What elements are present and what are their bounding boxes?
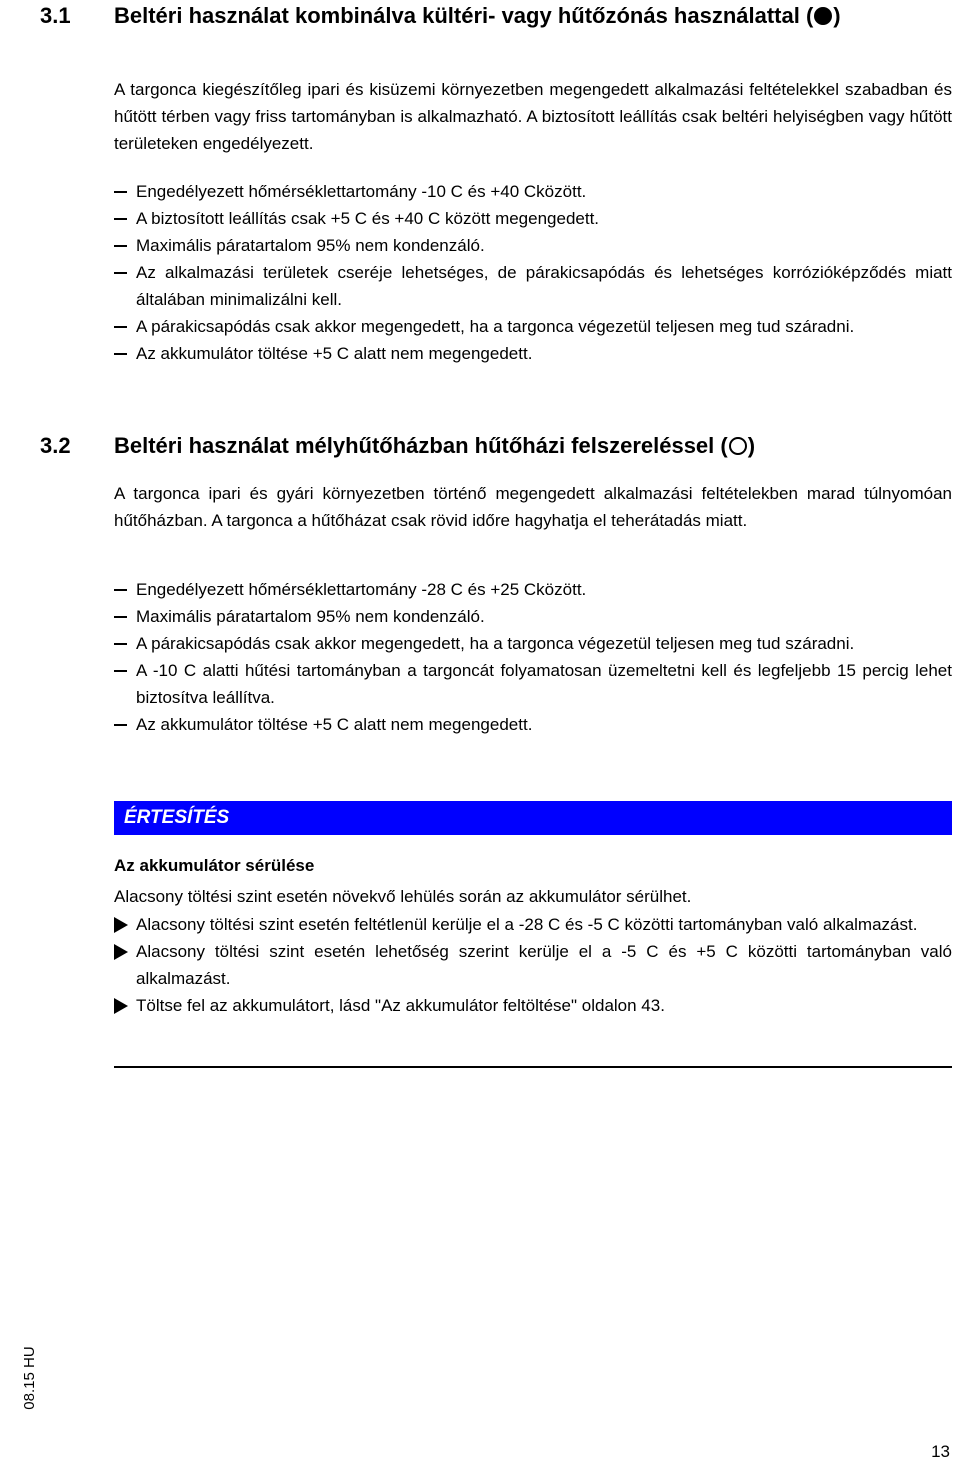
arrow-bullet-icon (114, 944, 128, 960)
list-item-text: Az akkumulátor töltése +5 C alatt nem megengedett. (136, 715, 533, 734)
dash-bullet-icon (114, 218, 127, 220)
list-item (114, 911, 952, 938)
list-item (114, 657, 952, 711)
notice-label: ÉRTESÍTÉS (124, 807, 230, 828)
list-item-text: Maximális páratartalom 95% nem kondenzáló. (136, 236, 485, 255)
list-item (114, 938, 952, 992)
list-item-text: Engedélyezett hőmérséklettartomány -10 C és +40 Cközött. (136, 182, 587, 201)
arrow-bullet-icon (114, 998, 128, 1014)
dash-bullet-icon (114, 670, 127, 672)
list-item-text: Az alkalmazási területek cseréje lehetséges, de párakicsapódás és lehetséges korrózióképződés miatt általában minimalizálni kell. (136, 263, 952, 309)
list-item (114, 711, 952, 738)
list-item-text: A -10 C alatti hűtési tartományban a targoncát folyamatosan üzemeltetni kell és legfeljebb 15 percig lehet biztosítva leállítva. (136, 661, 952, 707)
list-item-text: Alacsony töltési szint esetén lehetőség szerint kerülje el a -5 C és +5 C közötti tartományban való alkalmazást. (136, 942, 952, 988)
list-item (114, 259, 952, 313)
list-item-text: Engedélyezett hőmérséklettartomány -28 C és +25 Cközött. (136, 580, 587, 599)
list-item-text: A párakicsapódás csak akkor megengedett, ha a targonca végezetül teljesen meg tud száradni. (136, 317, 855, 336)
open-circle-icon (729, 437, 747, 455)
section-2-title-text: Beltéri használat mélyhűtőházban hűtőházi felszereléssel ( (114, 433, 728, 458)
list-item-text: Az akkumulátor töltése +5 C alatt nem megengedett. (136, 344, 533, 363)
list-item-text: Alacsony töltési szint esetén feltétlenül kerülje el a -28 C és -5 C közötti tartományban való alkalmazást. (136, 915, 918, 934)
section-1-intro: A targonca kiegészítőleg ipari és kisüzemi környezetben megengedett alkalmazási feltételekkel szabadban és hűtött térben vagy friss tartományban is alkalmazható. A biztosított leállítás csak beltéri helyiségben vagy hűtött területeken engedélyezett. (114, 80, 952, 153)
section-1-number: 3.1 (40, 3, 71, 28)
dash-bullet-icon (114, 272, 127, 274)
dash-bullet-icon (114, 643, 127, 645)
section-1-list (114, 178, 952, 367)
dash-bullet-icon (114, 616, 127, 618)
notice-text: Alacsony töltési szint esetén növekvő lehülés során az akkumulátor sérülhet. (114, 887, 692, 906)
list-item (114, 313, 952, 340)
section-2-intro: A targonca ipari és gyári környezetben történő megengedett alkalmazási feltételekben marad túlnyomóan hűtőházban. A targonca a hűtőházat csak rövid időre hagyhatja el teherátadás miatt. (114, 484, 952, 530)
arrow-bullet-icon (114, 917, 128, 933)
dash-bullet-icon (114, 589, 127, 591)
list-item-text: Maximális páratartalom 95% nem kondenzáló. (136, 607, 485, 626)
dash-bullet-icon (114, 326, 127, 328)
section-2-title (114, 430, 944, 462)
list-item (114, 630, 952, 657)
notice-end-divider (114, 1066, 952, 1068)
list-item (114, 992, 952, 1019)
dash-bullet-icon (114, 353, 127, 355)
list-item (114, 232, 952, 259)
section-2-list (114, 576, 952, 738)
list-item (114, 340, 952, 367)
list-item-text: Töltse fel az akkumulátort, lásd "Az akkumulátor feltöltése" oldalon 43. (136, 996, 665, 1015)
list-item-text: A párakicsapódás csak akkor megengedett, ha a targonca végezetül teljesen meg tud száradni. (136, 634, 855, 653)
dash-bullet-icon (114, 245, 127, 247)
list-item (114, 576, 952, 603)
notice-steps (114, 911, 952, 1019)
list-item (114, 603, 952, 630)
list-item (114, 178, 952, 205)
filled-circle-icon (814, 7, 832, 25)
dash-bullet-icon (114, 191, 127, 193)
page-number: 13 (931, 1442, 950, 1461)
section-1-title-text: Beltéri használat kombinálva kültéri- vagy hűtőzónás használattal ( (114, 3, 814, 28)
section-1-title (114, 0, 944, 32)
dash-bullet-icon (114, 724, 127, 726)
notice-banner (114, 801, 952, 835)
notice-heading: Az akkumulátor sérülése (114, 856, 315, 875)
list-item (114, 205, 952, 232)
document-code: 08.15 HU (21, 1346, 38, 1410)
section-2-number: 3.2 (40, 433, 71, 458)
section-1-title-end: ) (833, 3, 841, 28)
list-item-text: A biztosított leállítás csak +5 C és +40 C között megengedett. (136, 209, 600, 228)
section-2-title-end: ) (747, 433, 756, 458)
